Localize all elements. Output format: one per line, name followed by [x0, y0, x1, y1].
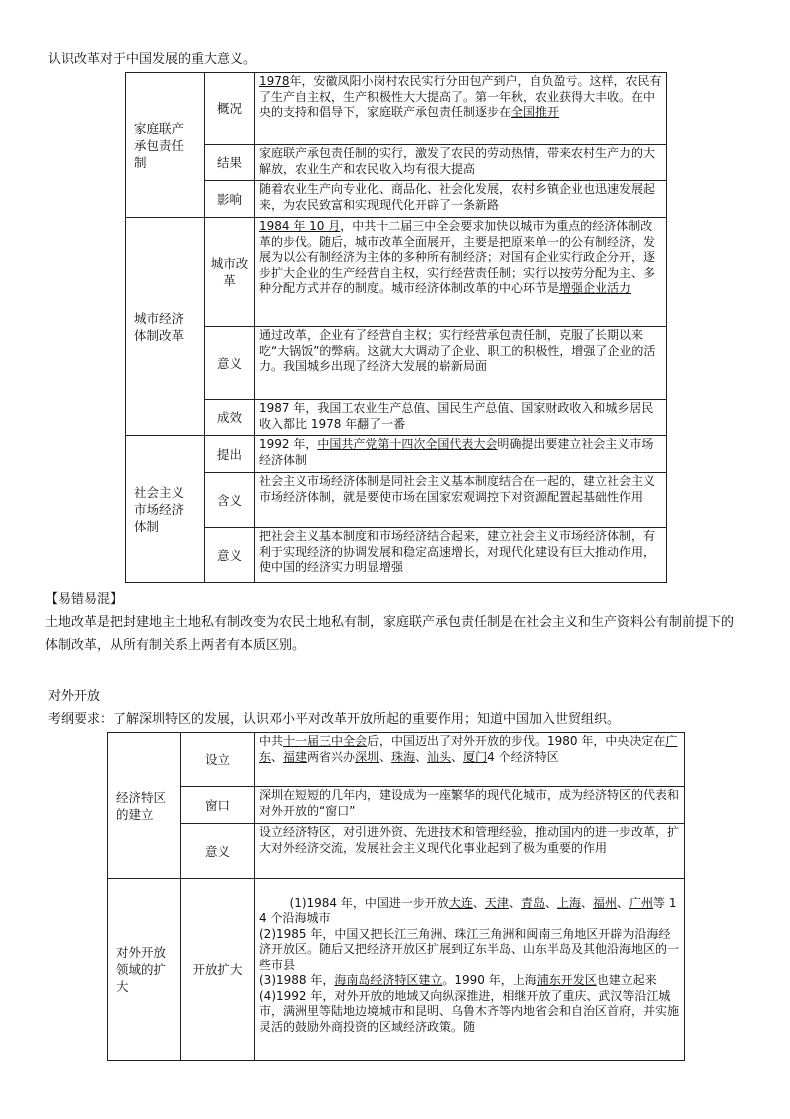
row-content: 设立经济特区，对引进外资、先进技术和管理经验，推动国内的进一步改革，扩大对外经济交流，发展社会主义现代化事业起到了极为重要的作用 — [255, 824, 685, 879]
table-row — [108, 879, 685, 1061]
row-content: 家庭联产承包责任制的实行，激发了农民的劳动热情，带来农村生产力的大解放，农业生产和农民收入均有很大提高 — [255, 145, 667, 181]
row-label: 概况 — [205, 73, 255, 145]
category-urban-reform: 城市经济体制改革 — [126, 218, 205, 436]
table-row — [126, 473, 667, 528]
table-row — [108, 787, 685, 824]
row-content: 1992 年，中国共产党第十四次全国代表大会明确提出要建立社会主义市场经济体制 — [255, 436, 667, 473]
row-label: 设立 — [181, 733, 255, 787]
row-label: 开放扩大 — [181, 879, 255, 1061]
row-label: 意义 — [205, 327, 255, 400]
table-row — [126, 145, 667, 181]
row-label: 意义 — [205, 528, 255, 583]
reform-table — [125, 72, 667, 583]
row-content: 深圳在短短的几年内，建设成为一座繁华的现代化城市，成为经济特区的代表和对外开放的“窗口” — [255, 787, 685, 824]
row-label: 窗口 — [181, 787, 255, 824]
row-label: 城市改革 — [205, 218, 255, 327]
table-row — [126, 73, 667, 145]
error-heading: 【易错易混】 — [45, 592, 124, 607]
row-content: 1987 年，我国工农业生产总值、国民生产总值、国家财政收入和城乡居民收入都比 1978 年翻了一番 — [255, 400, 667, 436]
category-opening-expansion: 对外开放领域的扩大 — [108, 879, 181, 1061]
row-content: 1984 年 10 月，中共十二届三中全会要求加快以城市为重点的经济体制改革的步伐。随后，城市改革全面展开，主要是把原来单一的公有制经济，发展为以公有制经济为主体的多种所有制经济；对国有企业实行政企分开，逐步扩大企业的生产经营自主权，实行经营责任制；实行以按劳分配为主、多种分配方式并存的制度。城市经济体制改革的中心环节是增强企业活力 — [255, 218, 667, 327]
table-row — [108, 733, 685, 787]
row-content: 1978年，安徽凤阳小岗村农民实行分田包产到户，自负盈亏。这样，农民有了生产自主权，生产积极性大大提高了。第一年秋，农业获得大丰收。在中央的支持和倡导下，家庭联产承包责任制逐步在全国推开 — [255, 73, 667, 145]
row-label: 意义 — [181, 824, 255, 879]
category-market-economy: 社会主义市场经济体制 — [126, 436, 205, 583]
table-row — [126, 181, 667, 218]
table-row — [126, 400, 667, 436]
error-text: 土地改革是把封建地主土地私有制改变为农民土地私有制，家庭联产承包责任制是在社会主义和生产资料公有制前提下的体制改革，从所有制关系上两者有本质区别。 — [45, 615, 735, 653]
table-row — [126, 327, 667, 400]
row-label: 含义 — [205, 473, 255, 528]
category-special-zones: 经济特区的建立 — [108, 733, 181, 879]
row-content: 随着农业生产向专业化、商品化、社会化发展，农村乡镇企业也迅速发展起来，为农民致富和实现现代化开辟了一条新路 — [255, 181, 667, 218]
row-label: 提出 — [205, 436, 255, 473]
intro-text: 认识改革对于中国发展的重大意义。 — [48, 52, 257, 67]
opening-table — [107, 732, 685, 1061]
row-content: 中共十一届三中全会后，中国迈出了对外开放的步伐。1980 年，中央决定在广东、福建两省兴办深圳、珠海、汕头、厦门4 个经济特区 — [255, 733, 685, 787]
exam-requirement: 考纲要求：了解深圳特区的发展，认识邓小平对改革开放所起的重要作用；知道中国加入世贸组织。 — [48, 712, 621, 727]
row-label: 成效 — [205, 400, 255, 436]
row-label: 结果 — [205, 145, 255, 181]
category-household-responsibility: 家庭联产承包责任制 — [126, 73, 205, 218]
row-label: 影响 — [205, 181, 255, 218]
row-content: (1)1984 年，中国进一步开放大连、天津、青岛、上海、福州、广州等 14 个沿海城市 (2)1985 年，中国又把长江三角洲、珠江三角洲和闽南三角地区开辟为沿海经济开放区。随后又把经济开放区扩展到辽东半岛、山东半岛及其他沿海地区的一些市县 (3)1988 年，海南岛经济特区建立。1990 年，上海浦东开发区也建立起来 (4)1992 年，对外开放的地域又向纵深推进，相继开放了重庆、武汉等沿江城市，满洲里等陆地边境城市和昆明、乌鲁木齐等内地省会和自治区首府，并实施灵活的鼓励外商投资的区域经济政策。随 — [255, 879, 685, 1061]
table-row — [126, 218, 667, 327]
table-row — [108, 824, 685, 879]
table-row — [126, 436, 667, 473]
row-content: 把社会主义基本制度和市场经济结合起来，建立社会主义市场经济体制，有利于实现经济的协调发展和稳定高速增长，对现代化建设有巨大推动作用，使中国的经济实力明显增强 — [255, 528, 667, 583]
table-row — [126, 528, 667, 583]
section-title: 对外开放 — [48, 689, 101, 704]
row-content: 社会主义市场经济体制是同社会主义基本制度结合在一起的，建立社会主义市场经济体制，就是要使市场在国家宏观调控下对资源配置起基础性作用 — [255, 473, 667, 528]
row-content: 通过改革，企业有了经营自主权；实行经营承包责任制，克服了长期以来吃“大锅饭”的弊病。这就大大调动了企业、职工的积极性，增强了企业的活力。我国城乡出现了经济大发展的崭新局面 — [255, 327, 667, 400]
